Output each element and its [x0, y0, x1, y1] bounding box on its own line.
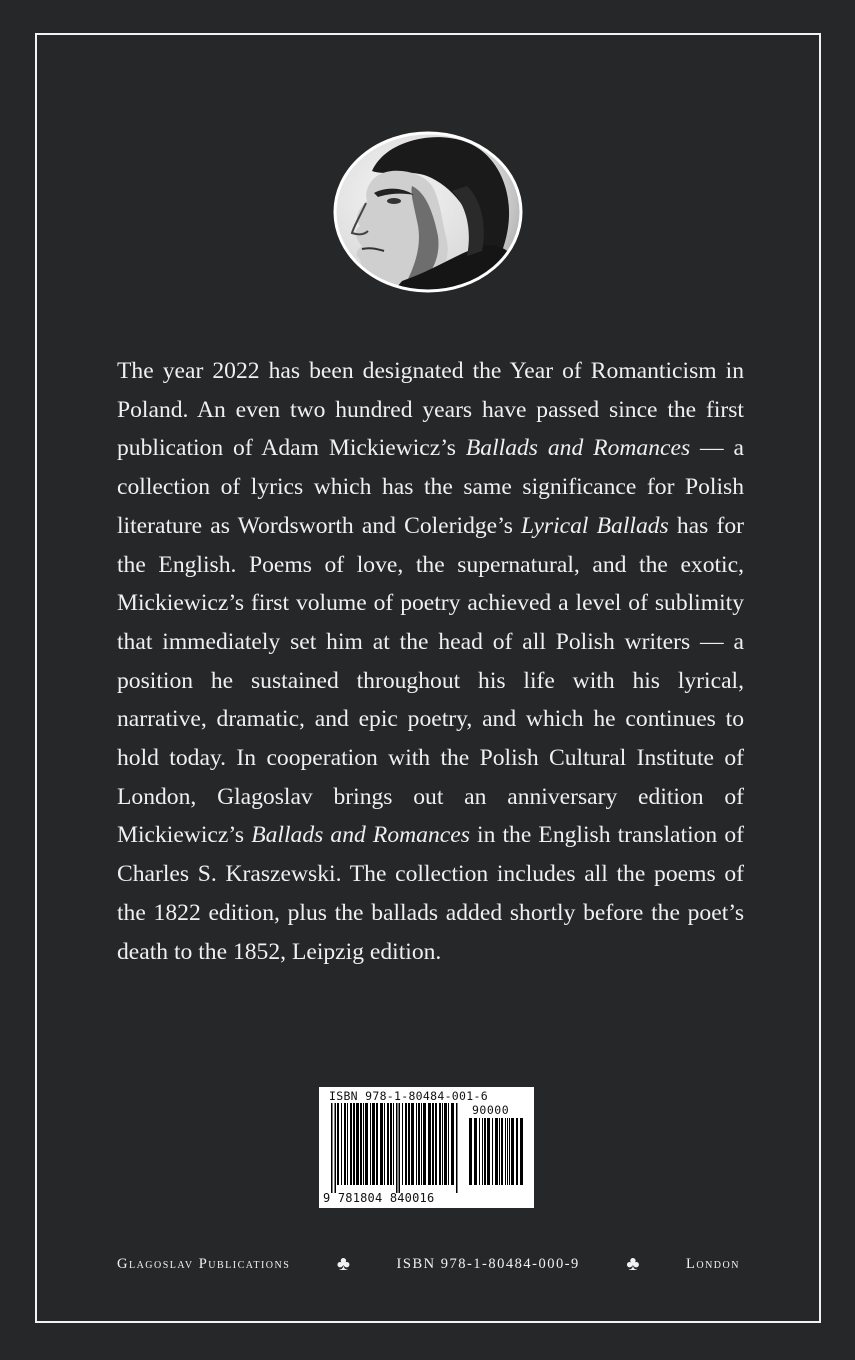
barcode-isbn-label: ISBN 978-1-80484-001-6 [329, 1089, 488, 1103]
blurb-text-1: The year 2022 has been designated the Year of Romanticism in Poland. An even two hundred years have passed since the first publication of Adam Mickiewicz’s [117, 358, 744, 462]
blurb-title-lyrical-ballads: Lyrical Ballads [521, 512, 669, 539]
blurb-text-3: has for the English. Poems of love, the supernatural, and the exotic, Mickiewicz’s first volume of poetry achieved a level of sublimity that immediately set him at the head of all Polish writers — a position he sustained throughout his life with his lyrical, narrative, dramatic, and epic poetry, and which he continues to hold today. In cooperation with the Polish Cultural Institute of London, Glagoslav brings out an anniversary edition of Mickiewicz’s [117, 512, 744, 849]
blurb-text-4: in the English translation of Charles S. Kraszewski. The collection includes all the poems of the 1822 edition, plus the ballads added shortly before the poet’s death to the 1852, Leipzig edition. [117, 822, 744, 965]
blurb-paragraph [117, 352, 744, 971]
footer-publisher: Glagoslav Publications [117, 1255, 291, 1272]
club-icon: ♣ [626, 1253, 640, 1275]
barcode-ean-digits: 9 781804 840016 [323, 1191, 435, 1205]
barcode-addon-price: 90000 [472, 1103, 510, 1117]
blurb-title-ballads-1: Ballads and Romances [465, 435, 691, 462]
isbn-barcode-box [319, 1087, 534, 1208]
back-cover-blurb [117, 352, 744, 971]
club-icon: ♣ [336, 1253, 350, 1275]
footer-city: London [686, 1255, 740, 1272]
poet-portrait-medallion [332, 131, 524, 293]
addon-barcode-bars [469, 1118, 527, 1193]
footer-isbn: ISBN 978-1-80484-000-9 [396, 1255, 580, 1272]
blurb-title-ballads-2: Ballads and Romances [251, 822, 470, 849]
cover-footer [117, 1254, 740, 1274]
blurb-text-2: — a collection of lyrics which has the same significance for Polish literature as Wordsworth and Coleridge’s [117, 435, 745, 539]
ean-barcode-bars [331, 1103, 463, 1193]
